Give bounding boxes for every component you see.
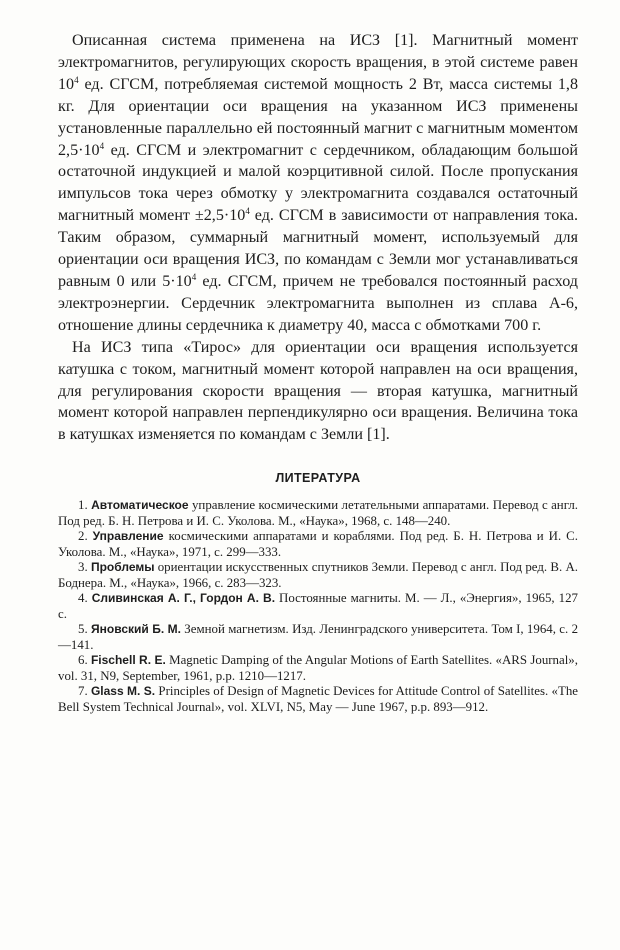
reference-text: Постоянные магниты. М. — Л., «Энергия», 1965, 127 с.: [58, 591, 578, 621]
reference-text: управление космическими летательными аппаратами. Перевод с англ. Под ред. Б. Н. Петрова и И. С. Уколова. М., «Наука», 1968, с. 148—240.: [58, 498, 578, 528]
reference-item: [58, 560, 578, 591]
reference-item: [58, 653, 578, 684]
p1-text-5: ед. СГСМ, причем не требовался постоянный расход электроэнергии. Сердечник электромагнита выполнен из сплава А-6, отношение длины сердечника к диаметру 40, масса с обмотками 700 г.: [58, 272, 578, 334]
reference-item: [58, 498, 578, 529]
reference-author: Яновский Б. М.: [91, 622, 181, 637]
p1-text-1: Описанная система применена на ИСЗ [1]. Магнитный момент электромагнитов, регулирующих скорость вращения, в этой системе равен 10: [58, 32, 578, 93]
reference-text: Principles of Design of Magnetic Devices for Attitude Control of Satellites. «The Bell System Technical Journal», vol. XLVI, N5, May — June 1967, p.p. 893—912.: [58, 684, 578, 714]
p1-text-4: ед. СГСМ в зависимости от направления тока. Таким образом, суммарный магнитный момент, используемый для ориентации оси вращения ИСЗ, по командам с Земли мог устанавливаться равным 0 или 5·10: [58, 207, 578, 290]
reference-author: Проблемы: [90, 560, 155, 575]
reference-number: 2.: [78, 529, 88, 544]
p1-text-2: ед. СГСМ, потребляемая системой мощность 2 Вт, масса системы 1,8 кг. Для ориентации оси вращения на указанном ИСЗ применены установленные параллельно ей постоянный магнит с магнитным моментом 2,5·10: [58, 75, 578, 159]
exponent: 4: [74, 74, 79, 85]
reference-text: Magnetic Damping of the Angular Motions of Earth Satellites. «ARS Journal», vol. 31, N9, September, 1961, p.p. 1210—1217.: [58, 653, 578, 683]
reference-text: ориентации искусственных спутников Земли. Перевод с англ. Под ред. В. А. Боднера. М., «Наука», 1966, с. 283—323.: [58, 560, 578, 590]
p1-text-3: ед. СГСМ и электромагнит с сердечником, обладающим большой остаточной индукцией и малой коэрцитивной силой. После пропускания импульсов тока через обмотку у электромагнита создавался остаточный магнитный момент ±2,5·10: [58, 141, 578, 225]
reference-author: Сливинская А. Г., Гордон А. В.: [91, 591, 276, 606]
body-paragraph-1: [58, 30, 578, 337]
page: [58, 30, 578, 715]
reference-text: Земной магнетизм. Изд. Ленинградского университета. Том I, 1964, с. 2—141.: [58, 622, 579, 652]
reference-item: [58, 684, 578, 715]
reference-item: [58, 622, 578, 653]
reference-item: [58, 591, 578, 622]
reference-number: 3.: [78, 560, 88, 575]
reference-number: 7.: [78, 684, 88, 699]
exponent: 4: [99, 140, 105, 151]
reference-author: Автоматическое: [91, 498, 189, 513]
exponent: 4: [245, 206, 250, 217]
reference-item: [58, 529, 578, 560]
exponent: 4: [191, 271, 197, 282]
literature-heading: ЛИТЕРАТУРА: [275, 471, 361, 486]
reference-list: [58, 498, 578, 715]
reference-text: космическими аппаратами и кораблями. Под ред. Б. Н. Петрова и И. С. Уколова. М., «Наука», 1971, с. 299—333.: [58, 529, 578, 559]
reference-number: 6.: [78, 653, 88, 668]
reference-number: 4.: [78, 591, 88, 606]
reference-author: Fischell R. E.: [90, 653, 166, 668]
reference-number: 1.: [78, 498, 88, 513]
reference-number: 5.: [78, 622, 88, 637]
reference-author: Управление: [92, 529, 164, 544]
body-paragraph-2: На ИСЗ типа «Тирос» для ориентации оси вращения используется катушка с током, магнитный момент которой направлен на оси вращения, для регулирования скорости вращения — вторая катушка, магнитный момент которой направлен перпендикулярно оси вращения. Величина тока в катушках изменяется по командам с Земли [1].: [58, 338, 578, 444]
reference-author: Glass M. S.: [90, 684, 156, 699]
